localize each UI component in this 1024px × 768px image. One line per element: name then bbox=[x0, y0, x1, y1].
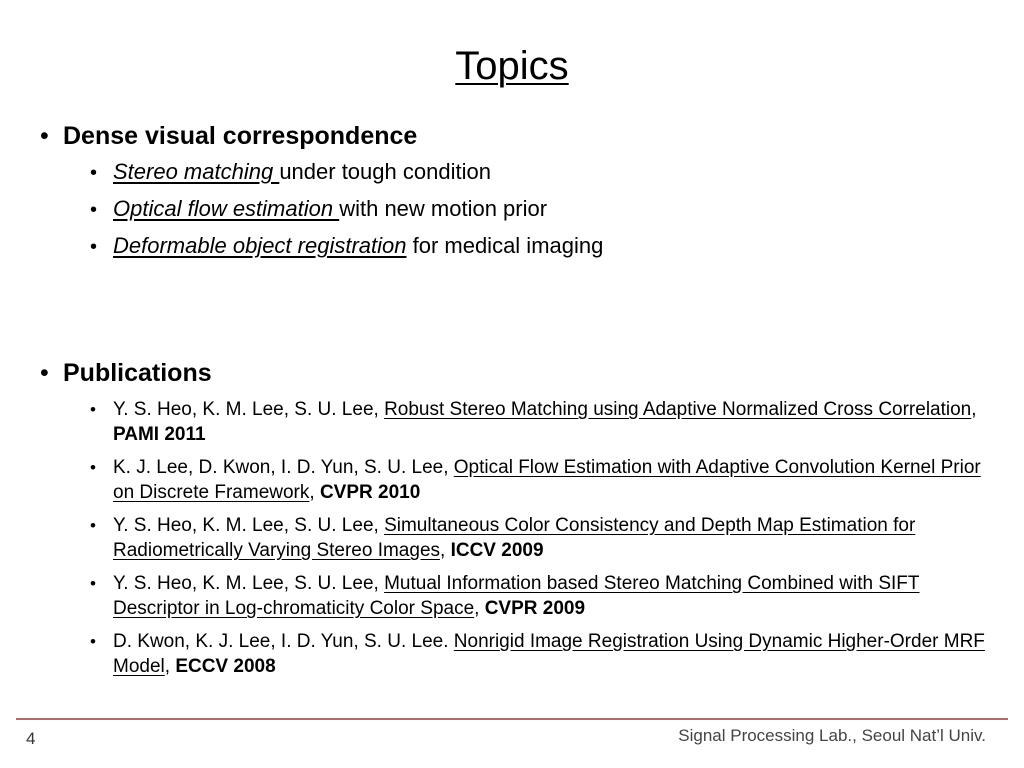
slide-title: Topics bbox=[455, 44, 569, 88]
pub-venue: CVPR 2010 bbox=[319, 482, 421, 503]
topic-rest: with new motion prior bbox=[339, 196, 548, 221]
footer-affiliation: Signal Processing Lab., Seoul Nat’l Univ. bbox=[678, 726, 986, 745]
topic-item-stereo bbox=[90, 154, 980, 191]
pub-separator: , bbox=[971, 399, 977, 420]
pub-title-link[interactable]: Nonrigid Image Registration Using Dynamic Higher-Order MRF Model bbox=[113, 631, 985, 677]
topic-term: Stereo matching bbox=[113, 159, 280, 184]
pub-venue: ICCV 2009 bbox=[450, 540, 544, 561]
pub-title-link[interactable]: Simultaneous Color Consistency and Depth Map Estimation for Radiometrically Varying Stereo Images bbox=[113, 515, 916, 561]
pub-title-link[interactable]: Robust Stereo Matching using Adaptive Normalized Cross Correlation bbox=[384, 399, 972, 420]
pub-separator: , bbox=[474, 598, 485, 619]
bullet-icon: • bbox=[90, 199, 98, 221]
footer-divider bbox=[16, 718, 1008, 720]
bullet-icon: • bbox=[90, 632, 96, 651]
section-heading-text: Publications bbox=[63, 359, 212, 387]
pub-title-link[interactable]: Mutual Information based Stereo Matching Combined with SIFT Descriptor in Log-chromaticity Color Space bbox=[113, 573, 920, 619]
pub-title-link[interactable]: Optical Flow Estimation with Adaptive Convolution Kernel Prior on Discrete Framework bbox=[113, 457, 981, 503]
topic-rest: for medical imaging bbox=[406, 233, 604, 258]
page-number: 4 bbox=[26, 729, 36, 748]
bullet-icon: • bbox=[90, 516, 96, 535]
publication-item bbox=[90, 397, 990, 447]
bullet-icon: • bbox=[90, 162, 98, 184]
bullet-icon: • bbox=[90, 400, 96, 419]
slide-content bbox=[40, 118, 985, 687]
topic-item-optical-flow bbox=[90, 191, 980, 228]
publication-item bbox=[90, 571, 990, 621]
pub-separator: , bbox=[309, 482, 320, 503]
pub-authors: Y. S. Heo, K. M. Lee, S. U. Lee, bbox=[113, 399, 385, 420]
pub-separator: , bbox=[164, 656, 176, 677]
pub-authors: K. J. Lee, D. Kwon, I. D. Yun, S. U. Lee, bbox=[113, 457, 454, 478]
topic-item-deformable bbox=[90, 228, 980, 265]
pub-authors: Y. S. Heo, K. M. Lee, S. U. Lee, bbox=[113, 573, 385, 594]
section-heading-dense-correspondence bbox=[40, 118, 980, 154]
pub-venue: CVPR 2009 bbox=[484, 598, 586, 619]
topic-term: Optical flow estimation bbox=[113, 196, 340, 221]
pub-authors: Y. S. Heo, K. M. Lee, S. U. Lee, bbox=[113, 515, 385, 536]
publication-item bbox=[90, 629, 990, 679]
section-heading-text: Dense visual correspondence bbox=[63, 122, 418, 150]
bullet-icon: • bbox=[40, 122, 49, 150]
section-spacer bbox=[40, 265, 980, 355]
topic-rest: under tough condition bbox=[279, 159, 491, 184]
topic-term: Deformable object registration bbox=[113, 233, 407, 258]
pub-authors: D. Kwon, K. J. Lee, I. D. Yun, S. U. Lee. bbox=[113, 631, 454, 652]
publication-item bbox=[90, 513, 990, 563]
pub-separator: , bbox=[440, 540, 451, 561]
section-heading-publications bbox=[40, 355, 980, 391]
publication-item bbox=[90, 455, 990, 505]
bullet-icon: • bbox=[90, 236, 98, 258]
pub-venue: ECCV 2008 bbox=[175, 656, 276, 677]
pub-venue: PAMI 2011 bbox=[113, 424, 206, 445]
bullet-icon: • bbox=[90, 458, 96, 477]
bullet-icon: • bbox=[90, 574, 96, 593]
bullet-icon: • bbox=[40, 359, 49, 387]
